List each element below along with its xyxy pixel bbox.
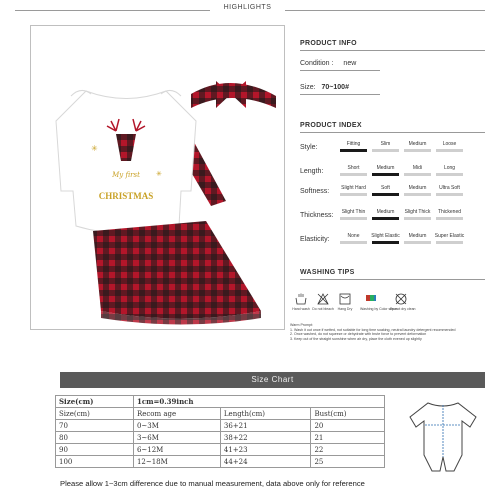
wash-item: Hang Dry (334, 292, 356, 311)
size-value: 70~100# (321, 84, 349, 91)
table-cell: Length(cm) (220, 408, 311, 420)
header-rule-left (15, 10, 210, 11)
product-info-title: PRODUCT INFO (300, 40, 357, 47)
index-row-length (300, 164, 490, 182)
product-info-rule (300, 50, 485, 51)
onesie (56, 91, 196, 234)
product-index-rule (300, 132, 485, 133)
product-index-title: PRODUCT INDEX (300, 122, 362, 129)
index-option: Loose (434, 141, 465, 152)
measurement-diagram (398, 395, 488, 475)
condition-underline (300, 70, 380, 71)
table-cell: Bust(cm) (311, 408, 385, 420)
index-option: Medium (370, 209, 401, 220)
index-row-thickness (300, 208, 490, 226)
index-option: Super Elastic (434, 233, 465, 244)
table-cell: 3~6M (133, 432, 220, 444)
condition-label: Condition : (300, 60, 334, 67)
index-option: Slight Thick (402, 209, 433, 220)
index-option: Medium (402, 141, 433, 152)
index-row-label: Style: (300, 144, 318, 151)
index-row-label: Elasticity: (300, 236, 330, 243)
table-cell: Size(cm) (56, 396, 134, 408)
index-option: Slight Thin (338, 209, 369, 220)
table-cell: 0~3M (133, 420, 220, 432)
page-title: HIGHLIGHTS (223, 4, 272, 11)
product-photo (30, 25, 285, 330)
sparkle-icon: ✳ (91, 144, 98, 153)
index-row-elasticity (300, 232, 490, 250)
index-row-label: Softness: (300, 188, 330, 195)
hang-dry-icon (338, 292, 352, 306)
size-chart-table (55, 395, 385, 468)
onesie-script-text: My first (112, 171, 140, 179)
index-option: Slight Elastic (370, 233, 401, 244)
table-row (56, 396, 385, 408)
wash-item: Washing by Color separ (360, 292, 382, 311)
sparkle-icon: ✳ (156, 170, 162, 178)
wash-item: Do not bleach (312, 292, 334, 311)
table-cell: Size(cm) (56, 408, 134, 420)
table-cell: 25 (311, 456, 385, 468)
table-row (56, 420, 385, 432)
index-row-softness (300, 184, 490, 202)
table-cell: 70 (56, 420, 134, 432)
table-cell: 1cm=0.39inch (133, 396, 384, 408)
no-dry-clean-icon (394, 292, 408, 306)
index-option: Slight Hard (338, 185, 369, 196)
measurement-note: Please allow 1~3cm difference due to manual measurement, data above only for reference (60, 479, 365, 488)
table-row (56, 444, 385, 456)
table-row (56, 408, 385, 420)
index-option: Long (434, 165, 465, 176)
table-row (56, 456, 385, 468)
tip-line: 2. Once washed, do not squeeze or dehydrate with brute force to prevent deformation (290, 332, 427, 337)
index-option: Ultra Soft (434, 185, 465, 196)
index-row-label: Thickness: (300, 212, 334, 219)
table-cell: 6~12M (133, 444, 220, 456)
table-cell: 80 (56, 432, 134, 444)
size-row (300, 84, 349, 91)
table-cell: 41+23 (220, 444, 311, 456)
tips-title: Warm Prompt: (290, 323, 314, 327)
onesie-main-text: CHRISTMAS (98, 191, 154, 201)
washing-tips-rule (300, 279, 485, 280)
wash-item: Hand wash (290, 292, 312, 311)
wash-color-separately-icon (364, 292, 378, 306)
table-cell: 90 (56, 444, 134, 456)
index-option: Slim (370, 141, 401, 152)
washing-tips-title: WASHING TIPS (300, 269, 355, 276)
header-rule-right (285, 10, 485, 11)
table-cell: 44+24 (220, 456, 311, 468)
table-cell: 38+22 (220, 432, 311, 444)
condition-row (300, 60, 356, 67)
tip-line: 1. Wash it out once if wetted, not suitable for long time soaking, neutral laundry detergent recommended (290, 327, 456, 332)
index-option: Fitting (338, 141, 369, 152)
table-cell: 21 (311, 432, 385, 444)
table-cell: 36+21 (220, 420, 311, 432)
index-option: Midi (402, 165, 433, 176)
table-cell: 100 (56, 456, 134, 468)
index-row-style (300, 140, 490, 158)
index-option: Medium (402, 185, 433, 196)
size-chart-title: Size Chart (251, 375, 294, 384)
table-row (56, 432, 385, 444)
table-cell: 22 (311, 444, 385, 456)
table-cell: Recom age (133, 408, 220, 420)
washing-notes (290, 323, 495, 341)
index-option: Short (338, 165, 369, 176)
condition-value: new (343, 60, 357, 67)
index-option: Soft (370, 185, 401, 196)
table-cell: 12~18M (133, 456, 220, 468)
no-bleach-icon (316, 292, 330, 306)
plaid-skirt (93, 221, 261, 319)
index-option: Medium (402, 233, 433, 244)
wash-item: Do not dry clean (390, 292, 412, 311)
hand-wash-icon (294, 292, 308, 306)
index-option: Medium (370, 165, 401, 176)
tip-line: 3. Keep out of the straight sunshine when air dry, place the cloth evened up slightly (290, 336, 422, 341)
size-chart-banner (60, 372, 485, 388)
index-option: Thickened (434, 209, 465, 220)
index-option: None (338, 233, 369, 244)
table-cell: 20 (311, 420, 385, 432)
size-label: Size: (300, 84, 316, 91)
size-underline (300, 94, 380, 95)
index-row-label: Length: (300, 168, 324, 175)
